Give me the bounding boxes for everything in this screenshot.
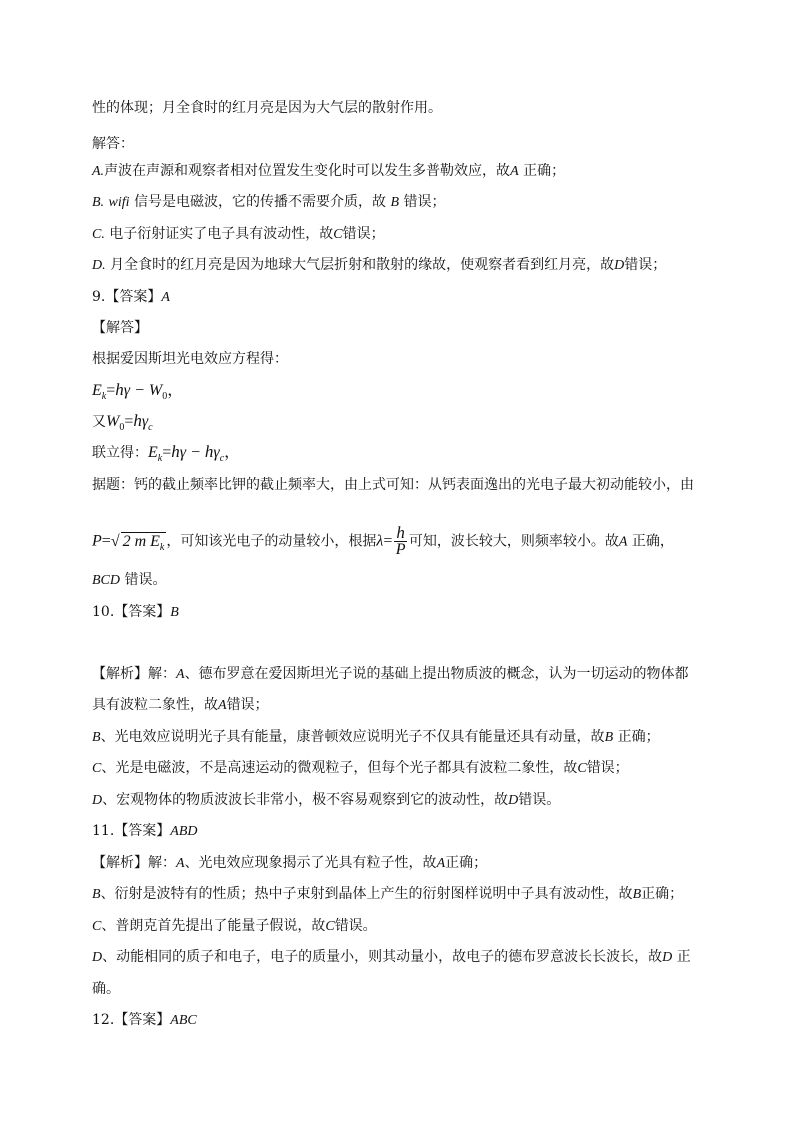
text-line: 【解析】解：A、德布罗意在爱因斯坦光子说的基础上提出物质波的概念，认为一切运动的物体都 — [92, 666, 689, 682]
text-line: B、光电效应说明光子具有能量，康普顿效应说明光子不仅具有能量还具有动量，故B 正确； — [92, 729, 660, 745]
option-a-line: A.声波在声源和观察者相对位置发生变化时可以发生多普勒效应，故A 正确； — [92, 163, 566, 179]
text-line: 【解析】解：A、光电效应现象揭示了光具有粒子性，故A正确； — [92, 855, 488, 871]
answer-11: 11.【答案】ABD — [92, 823, 198, 839]
answer-12: 12.【答案】ABC — [92, 1012, 197, 1028]
text-line: D、动能相同的质子和电子，电子的质量小，则其动量小，故电子的德布罗意波长长波长，故D 正 — [92, 949, 691, 965]
text-line: 根据爱因斯坦光电效应方程得： — [92, 351, 288, 367]
text-line: C、光是电磁波，不是高速运动的微观粒子，但每个光子都具有波粒二象性，故C错误； — [92, 760, 629, 776]
sqrt-expression: √ 2 m $E_k$ — [110, 532, 165, 553]
option-c-line: C. 电子衍射证实了电子具有波动性，故C错误； — [92, 226, 385, 242]
equation-2: 又$W_0=h\gamma_c$ — [92, 411, 153, 434]
text-line: 性的体现；月全食时的红月亮是因为大气层的散射作用。 — [92, 100, 442, 116]
text-line: D、宏观物体的物质波波长非常小，极不容易观察到它的波动性，故D错误。 — [92, 792, 561, 808]
option-d-line: D. 月全食时的红月亮是因为地球大气层折射和散射的缘故，使观察者看到红月亮，故D错误； — [92, 257, 667, 273]
fraction-h-over-p: $\frac{h}{P}$ — [395, 523, 406, 558]
text-line: C、普朗克首先提出了能量子假说，故C错误。 — [92, 918, 377, 934]
equation-3: 联立得：$E_k=h\gamma - h\gamma_c$， — [92, 442, 241, 465]
option-b-line: B. wifi 信号是电磁波，它的传播不需要介质，故 B 错误； — [92, 194, 446, 210]
text-line: 具有波粒二象性，故A错误； — [92, 697, 269, 713]
text-line: 解答： — [92, 136, 134, 152]
section-heading: 【解答】 — [92, 320, 148, 336]
answer-10: 10.【答案】B — [92, 604, 179, 620]
answer-9: 9.【答案】A — [92, 289, 170, 305]
text-line: BCD 错误。 — [92, 572, 167, 588]
text-line: B、衍射是波特有的性质；热中子束射到晶体上产生的衍射图样说明中子具有波动性，故B正确； — [92, 886, 684, 902]
momentum-line: P=√ 2 m $E_k$ ，可知该光电子的动量较小，根据λ= $\frac{h}{P}$ 可知，波长较大，则频率较小。故A 正确， — [92, 523, 674, 558]
text-line: 确。 — [92, 981, 120, 997]
equation-1: $E_k=h\gamma - W_0$， — [92, 380, 184, 403]
text-line: 据题：钙的截止频率比钾的截止频率大，由上式可知：从钙表面逸出的光电子最大初动能较小，由 — [92, 477, 694, 493]
